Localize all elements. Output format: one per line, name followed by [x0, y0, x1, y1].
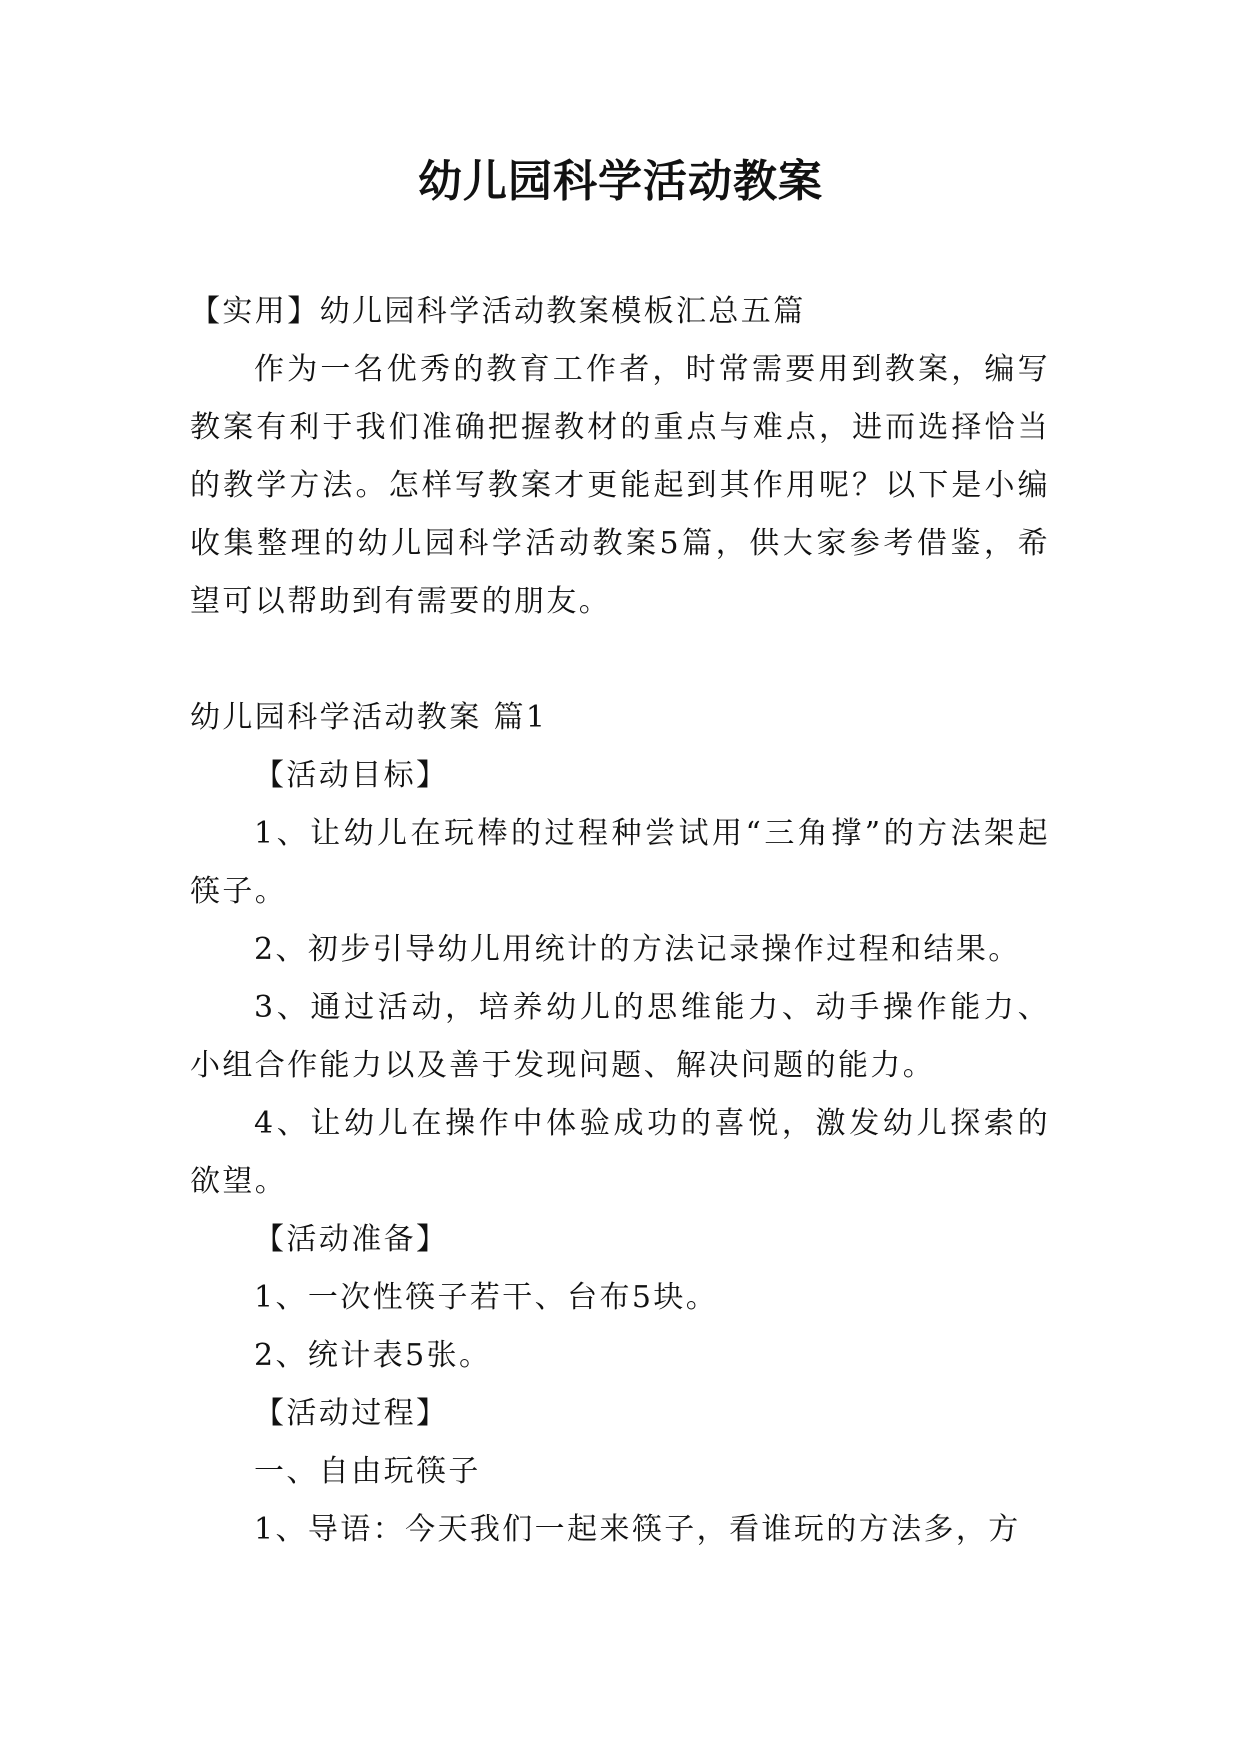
document-body	[190, 283, 1050, 1559]
goal-item-3: 3、通过活动，培养幼儿的思维能力、动手操作能力、小组合作能力以及善于发现问题、解决问题的能力。	[190, 990, 1050, 1083]
document-title: 幼儿园科学活动教案	[418, 156, 823, 207]
goal-item-2: 2、初步引导幼儿用统计的方法记录操作过程和结果。	[254, 932, 1021, 967]
prep-item-2: 2、统计表5张。	[254, 1338, 492, 1373]
goal-item-4: 4、让幼儿在操作中体验成功的喜悦，激发幼儿探索的欲望。	[190, 1106, 1050, 1199]
goal-heading: 【活动目标】	[254, 758, 449, 793]
process-step-heading: 一、自由玩筷子	[254, 1454, 481, 1489]
paragraph-spacer	[190, 631, 1050, 689]
goal-item-1: 1、让幼儿在玩棒的过程种尝试用“三角撑”的方法架起筷子。	[190, 816, 1050, 909]
section-heading: 幼儿园科学活动教案 篇1	[190, 700, 548, 735]
prep-heading: 【活动准备】	[254, 1222, 449, 1257]
process-heading: 【活动过程】	[254, 1396, 449, 1431]
process-item-1: 1、导语：今天我们一起来筷子，看谁玩的方法多，方	[254, 1512, 1021, 1547]
prep-item-1: 1、一次性筷子若干、台布5块。	[254, 1280, 719, 1315]
intro-paragraph: 作为一名优秀的教育工作者，时常需要用到教案，编写教案有利于我们准确把握教材的重点与难点，进而选择恰当的教学方法。怎样写教案才更能起到其作用呢？以下是小编收集整理的幼儿园科学活动教案5篇，供大家参考借鉴，希望可以帮助到有需要的朋友。	[190, 352, 1050, 619]
document-subtitle: 【实用】幼儿园科学活动教案模板汇总五篇	[190, 294, 806, 329]
